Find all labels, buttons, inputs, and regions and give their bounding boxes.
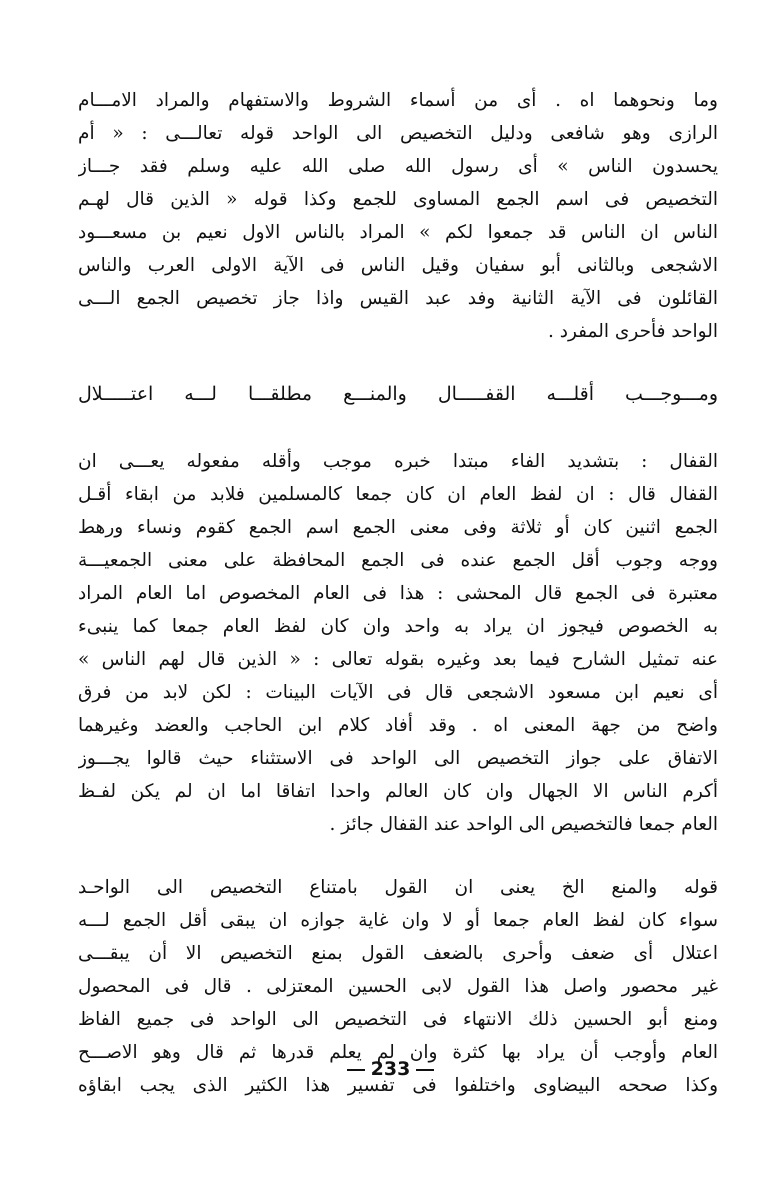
text-line: العام جمعا فالتخصيص الى الواحد عند القفال جائز . xyxy=(329,814,718,835)
text-line: القفال قال : ان لفظ العام ان كان جمعا كالمسلمين فلابد من ابقاء أقـل xyxy=(78,484,718,505)
text-line: القفال : بتشديد الفاء مبتدا خبره موجب وأقله مفعوله يعـــى ان xyxy=(78,451,718,472)
text-line: الواحد فأحرى المفرد . xyxy=(547,321,718,342)
text-line: وما ونحوهما اه . أى من أسماء الشروط والاستفهام والمراد الامـــام xyxy=(78,90,718,111)
text-line: العام وأوجب أن يراد بها كثرة وان لم يعلم قدرها ثم قال وهو الاصـــح xyxy=(78,1042,718,1063)
page-body xyxy=(78,84,718,1132)
dash-left xyxy=(347,1069,365,1071)
text-line: ومنع أبو الحسين ذلك الانتهاء فى التخصيص الى الواحد فى جميع الفاظ xyxy=(78,1009,718,1030)
text-line: الاتفاق على جواز التخصيص الى الواحد فى الاستثناء حيث قالوا يجـــوز xyxy=(78,748,718,769)
text-line: قوله والمنع الخ يعنى ان القول بامتناع التخصيص الى الواحـد xyxy=(78,877,718,898)
text-line: أى نعيم ابن مسعود الاشجعى قال فى الآيات البينات : لكن لابد من فرق xyxy=(78,682,718,703)
dash-right xyxy=(416,1069,434,1071)
text-line: به الخصوص فيجوز ان يراد به واحد وان كان لفظ العام جمعا كما ينبىء xyxy=(78,616,718,637)
text-line: القائلون فى الآية الثانية وفد عبد القيس واذا جاز تخصيص الجمع الـــى xyxy=(78,288,718,309)
text-line: الجمع اثنين كان أو ثلاثة وفى معنى الجمع اسم الجمع كقوم ونساء ورهط xyxy=(78,517,718,538)
paragraph-2 xyxy=(78,445,718,841)
page-number xyxy=(0,1058,781,1080)
verse-line: ومـــوجـــب أقلـــه القفـــــال والمنـــع مطلقـــا لـــه اعتـــــلال xyxy=(78,383,718,405)
text-line: التخصيص فى اسم الجمع المساوى للجمع وكذا قوله « الذين قال لهـم xyxy=(78,189,718,210)
text-line: يحسدون الناس » أى رسول الله صلى الله عليه وسلم فقد جـــاز xyxy=(78,156,718,177)
paragraph-1 xyxy=(78,84,718,348)
text-line: الرازى وهو شافعى ودليل التخصيص الى الواحد قوله تعالـــى : « أم xyxy=(78,123,718,144)
text-line: ووجه وجوب أقل الجمع عنده فى الجمع المحافظة على معنى الجمعيـــة xyxy=(78,550,718,571)
text-line: أكرم الناس الا الجهال وان كان العالم واحدا اتفاقا اما ان لم يكن لفـظ xyxy=(78,781,718,802)
text-line: الناس ان الناس قد جمعوا لكم » المراد بالناس الاول نعيم بن مسعـــود xyxy=(78,222,718,243)
page-number-value: 233 xyxy=(370,1058,411,1080)
verse xyxy=(78,378,718,411)
text-line: وكذا صححه البيضاوى واختلفوا فى تفسير هذا الكثير الذى يجب ابقاؤه xyxy=(78,1075,718,1096)
text-line: غير محصور واصل هذا القول لابى الحسين المعتزلى . قال فى المحصول xyxy=(78,976,718,997)
text-line: اعتلال أى ضعف وأحرى بالضعف القول بمنع التخصيص الا أن يبقـــى xyxy=(78,943,718,964)
text-line: الاشجعى وبالثانى أبو سفيان وقيل الناس فى الآية الاولى العرب والناس xyxy=(78,255,718,276)
text-line: عنه تمثيل الشارح فيما بعد وغيره بقوله تعالى : « الذين قال لهم الناس » xyxy=(78,649,718,670)
text-line: سواء كان لفظ العام جمعا أو لا وان غاية جوازه ان يبقى أقل الجمع لـــه xyxy=(78,910,718,931)
text-line: معتبرة فى الجمع قال المحشى : هذا فى العام المخصوص اما العام المراد xyxy=(78,583,718,604)
text-line: واضح من جهة المعنى اه . وقد أفاد كلام ابن الحاجب والعضد وغيرهما xyxy=(78,715,718,736)
